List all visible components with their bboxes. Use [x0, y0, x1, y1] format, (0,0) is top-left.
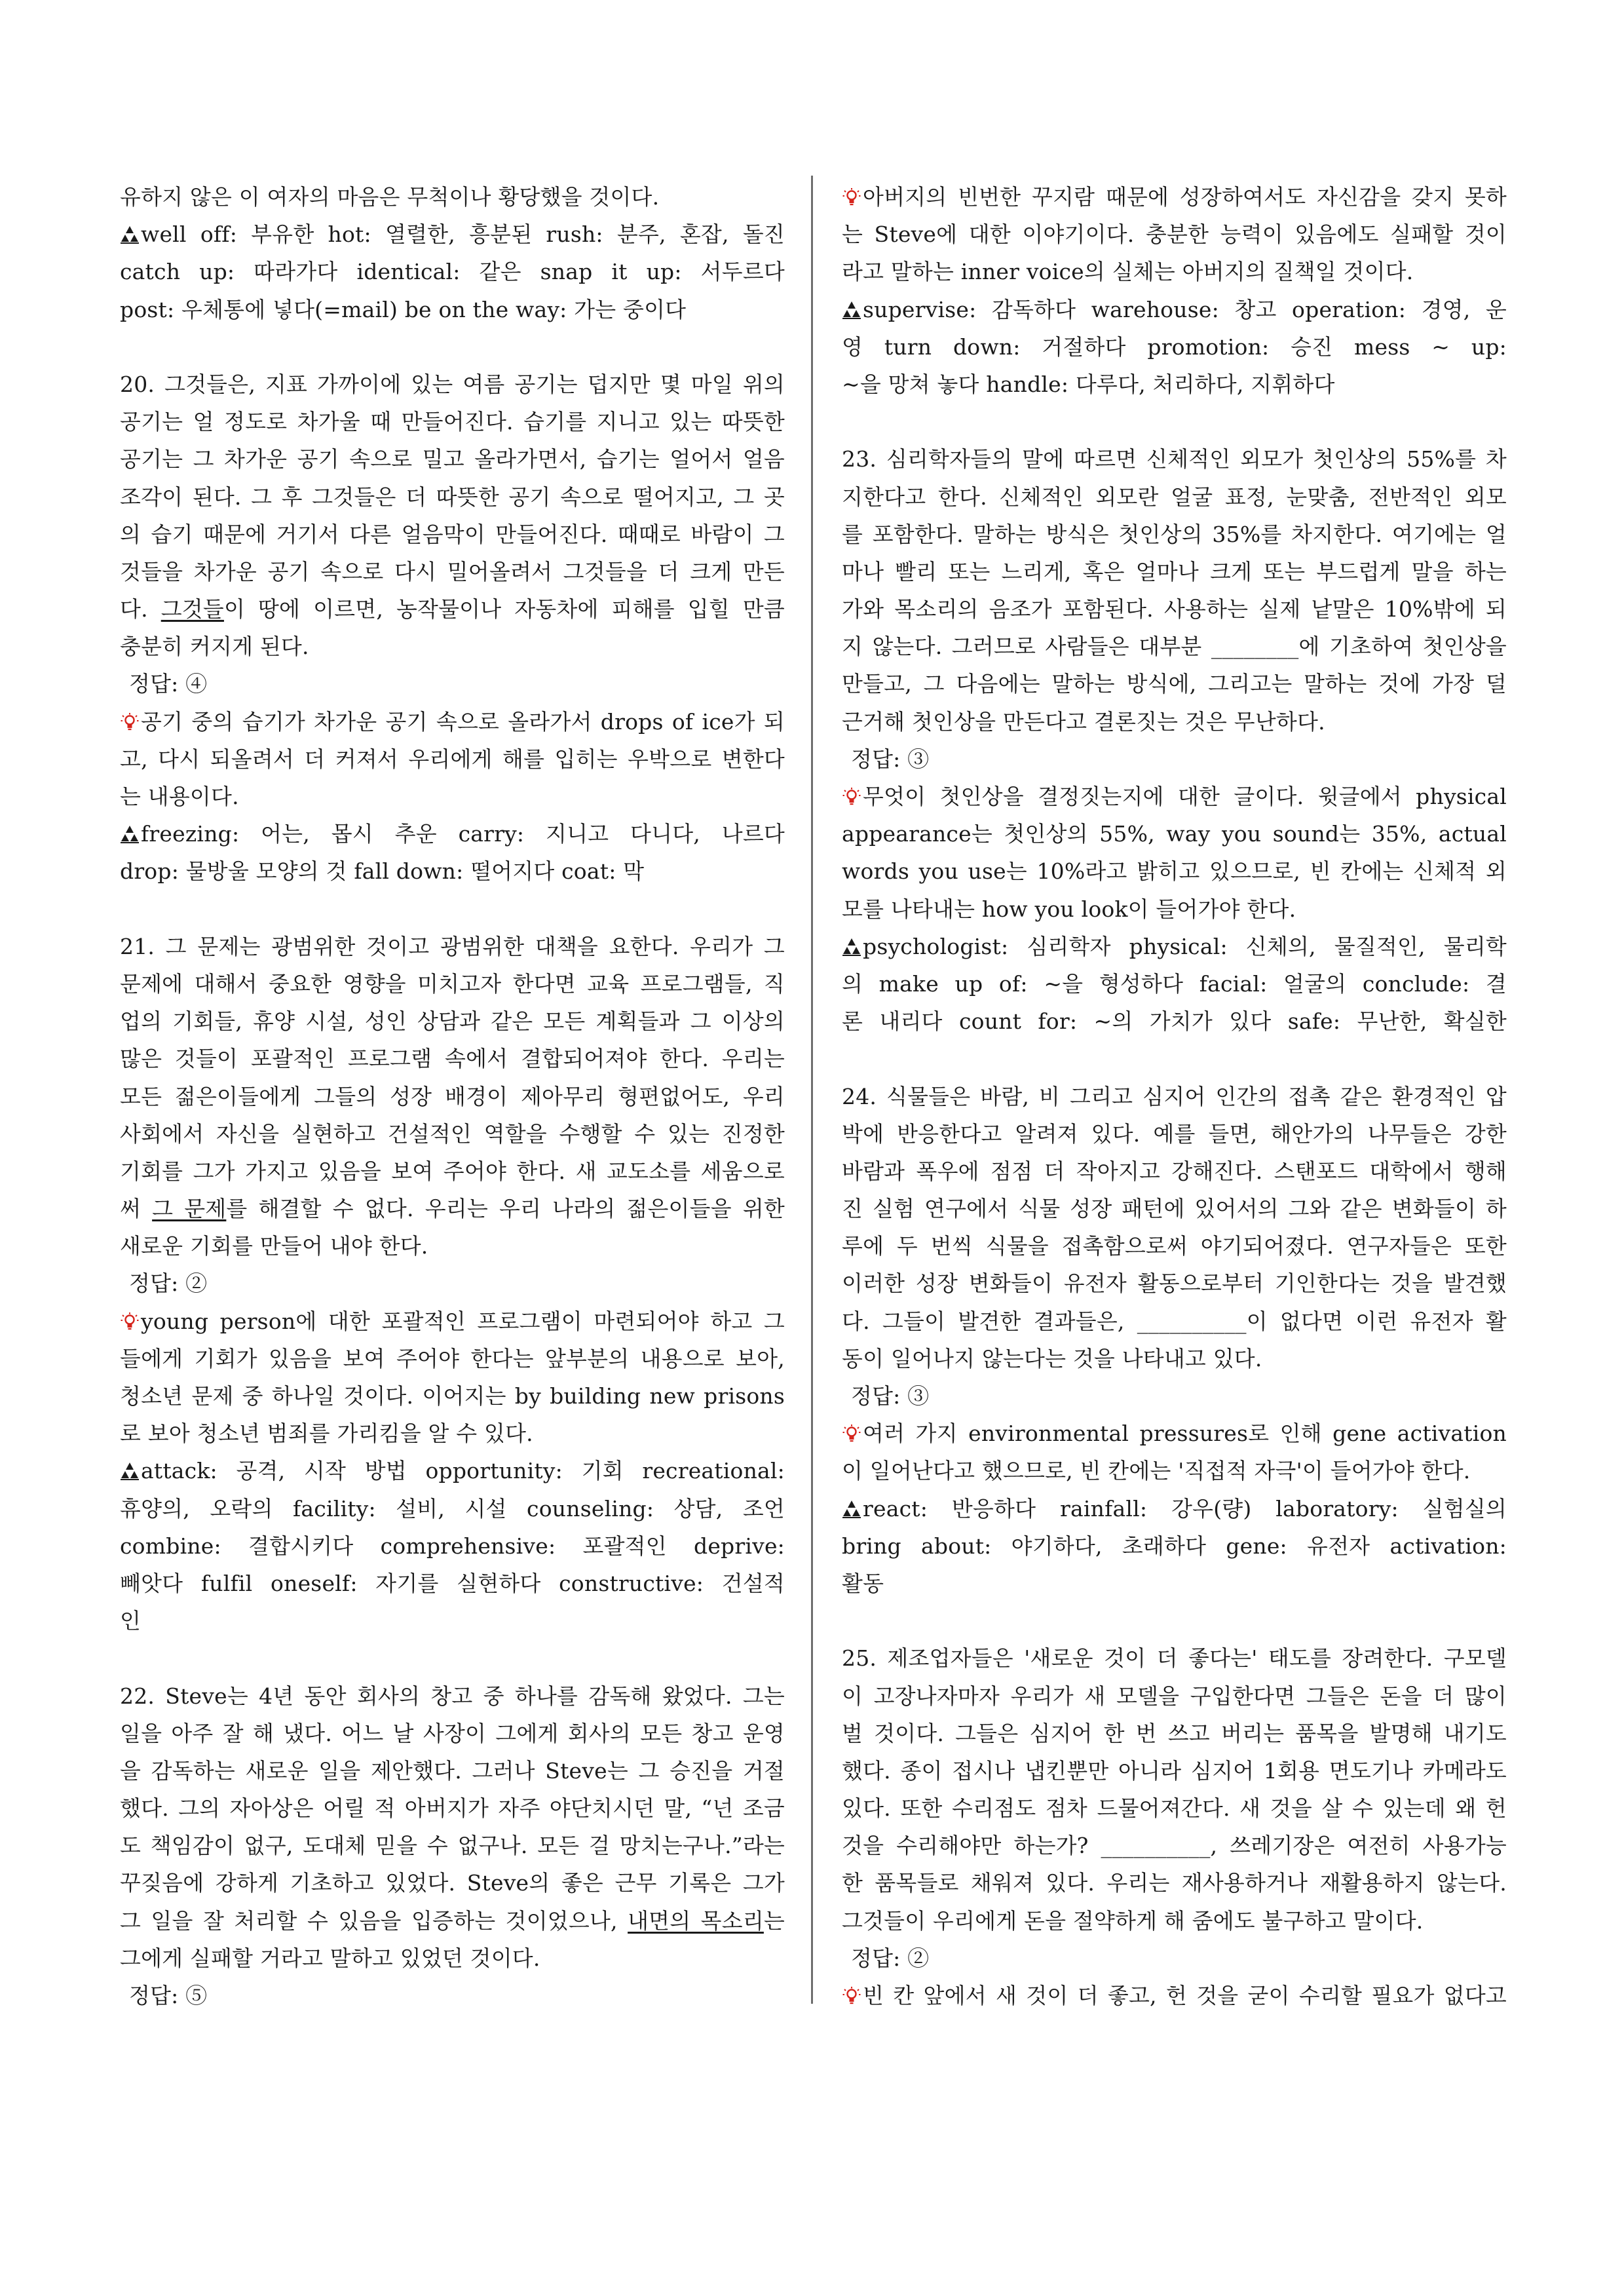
explanation-line: words you use는 10%라고 밝히고 있으므로, 빈 칸에는 신체적 외	[842, 858, 1507, 885]
question-21	[120, 928, 785, 1640]
passage-line: 도 책임감이 없구, 도대체 믿을 수 없구나. 모든 걸 망치는구나.”라는	[120, 1833, 785, 1859]
passage-line: 진 실험 연구에서 식물 성장 패턴에 있어서의 그와 같은 변화들이 하	[842, 1196, 1507, 1222]
lightbulb-icon	[842, 787, 861, 807]
passage-line: 지한다고 한다. 신체적인 외모란 얼굴 표정, 눈맞춤, 전반적인 외모	[842, 484, 1507, 510]
underlined-target: 그 문제	[152, 1196, 227, 1222]
vocab-line: react: 반응하다 rainfall: 강우(량) laboratory: 실험실의	[842, 1490, 1507, 1527]
vocab-line: 론 내리다 count for: ~의 가치가 있다 safe: 무난한, 확실한	[842, 1008, 1507, 1035]
passage-line: 기회를 그가 가지고 있음을 보여 주어야 한다. 새 교도소를 세움으로	[120, 1158, 785, 1184]
passage-line: 것들을 차가운 공기 속으로 다시 밀어올려서 그것들을 더 크게 만든	[120, 558, 785, 584]
passage-line: 을 감독하는 새로운 일을 제안했다. 그러나 Steve는 그 승진을 거절	[120, 1757, 785, 1784]
passage-line: 24. 식물들은 바람, 비 그리고 심지어 인간의 접촉 같은 환경적인 압	[842, 1083, 1507, 1109]
explanation-line: 라고 말하는 inner voice의 실체는 아버지의 질책일 것이다.	[842, 259, 1414, 285]
passage-line: 23. 심리학자들의 말에 따르면 신체적인 외모가 첫인상의 55%를 차	[842, 446, 1507, 472]
passage-line: 그에게 실패할 거라고 말하고 있었던 것이다.	[120, 1945, 540, 1971]
passage-line: 바람과 폭우에 점점 더 작아지고 강해진다. 스탠포드 대학에서 행해	[842, 1158, 1507, 1184]
vocab-line: 인	[120, 1608, 142, 1634]
passage-line: 있다. 또한 수리점도 점차 드물어져간다. 새 것을 살 수 있는데 왜 헌	[842, 1795, 1507, 1822]
passage-line: 를 포함한다. 말하는 방식은 첫인상의 35%를 차지한다. 여기에는 얼	[842, 521, 1507, 547]
answer-line: 정답: ③	[851, 746, 930, 772]
vocab-line: post: 우체통에 넣다(=mail) be on the way: 가는 중이다	[120, 296, 687, 322]
q19-continuation	[120, 178, 785, 328]
question-24	[842, 1078, 1507, 1603]
passage-line: 20. 그것들은, 지표 가까이에 있는 여름 공기는 덥지만 몇 마일 위의	[120, 371, 785, 397]
stacked-triangles-icon	[120, 824, 140, 844]
question-20	[120, 366, 785, 890]
explanation-line: 들에게 기회가 있음을 보여 주어야 한다는 앞부분의 내용으로 보아,	[120, 1345, 785, 1371]
vocab-line: drop: 물방울 모양의 것 fall down: 떨어지다 coat: 막	[120, 858, 645, 885]
passage-line: 가와 목소리의 음조가 포함된다. 사용하는 실제 낱말은 10%밖에 되	[842, 596, 1507, 622]
passage-line: 했다. 그의 자아상은 어릴 적 아버지가 자주 야단치시던 말, “넌 조금	[120, 1795, 785, 1822]
column-divider	[811, 176, 813, 2004]
passage-line: 써 그 문제를 해결할 수 없다. 우리는 우리 나라의 젊은이들을 위한	[120, 1196, 785, 1222]
right-column	[842, 178, 1507, 2014]
passage-line: 사회에서 자신을 실현하고 건설적인 역할을 수행할 수 있는 진정한	[120, 1120, 785, 1147]
passage-line: 만들고, 그 다음에는 말하는 방식에, 그리고는 말하는 것에 가장 덜	[842, 671, 1507, 697]
vocab-line: 의 make up of: ~을 형성하다 facial: 얼굴의 conclude: 결	[842, 970, 1507, 997]
passage-line: 지 않는다. 그러므로 사람들은 대부분 ________에 기초하여 첫인상을	[842, 634, 1507, 660]
vocab-line: ~을 망쳐 놓다 handle: 다루다, 처리하다, 지휘하다	[842, 371, 1335, 397]
explanation-line: appearance는 첫인상의 55%, way you sound는 35%, actual	[842, 821, 1507, 847]
answer-line: 정답: ④	[129, 671, 208, 697]
vocab-line: attack: 공격, 시작 방법 opportunity: 기회 recreational:	[120, 1452, 785, 1489]
vocab-line: 활동	[842, 1570, 884, 1596]
passage-line: 이러한 성장 변화들이 유전자 활동으로부터 기인한다는 것을 발견했	[842, 1271, 1507, 1297]
passage-line: 공기는 그 차가운 공기 속으로 밀고 올라가면서, 습기는 얼어서 얼음	[120, 446, 785, 472]
passage-line: 그것들이 우리에게 돈을 절약하게 해 줌에도 불구하고 말이다.	[842, 1907, 1424, 1934]
explanation-line: 모를 나타내는 how you look이 들어가야 한다.	[842, 896, 1296, 922]
vocab-line: bring about: 야기하다, 초래하다 gene: 유전자 activation:	[842, 1533, 1507, 1559]
vocab-line: psychologist: 심리학자 physical: 신체의, 물질적인, 물리학	[842, 928, 1507, 965]
passage-line: 그 일을 잘 처리할 수 있음을 입증하는 것이었으나, 내면의 목소리는	[120, 1907, 785, 1934]
left-column	[120, 178, 785, 2014]
passage-line: 의 습기 때문에 거기서 다른 얼음막이 만들어진다. 때때로 바람이 그	[120, 521, 785, 547]
passage-line: 21. 그 문제는 광범위한 것이고 광범위한 대책을 요한다. 우리가 그	[120, 933, 785, 959]
stacked-triangles-icon	[120, 225, 140, 244]
vocab-line: well off: 부유한 hot: 열렬한, 흥분된 rush: 분주, 혼잡, 돌진	[120, 216, 785, 253]
explanation-line: 공기 중의 습기가 차가운 공기 속으로 올라가서 drops of ice가 되	[120, 703, 785, 740]
vocab-line: 영 turn down: 거절하다 promotion: 승진 mess ~ up:	[842, 334, 1507, 360]
stacked-triangles-icon	[120, 1461, 140, 1481]
passage-line: 25. 제조업자들은 '새로운 것이 더 좋다는' 태도를 장려한다. 구모델	[842, 1645, 1507, 1672]
passage-line: 충분히 커지게 된다.	[120, 634, 309, 660]
passage-line: 많은 것들이 포괄적인 프로그램 속에서 결합되어져야 한다. 우리는	[120, 1046, 785, 1072]
vocab-line: 휴양의, 오락의 facility: 설비, 시설 counseling: 상담, 조언	[120, 1495, 785, 1521]
explanation-line: 로 보아 청소년 범죄를 가리킴을 알 수 있다.	[120, 1421, 533, 1447]
passage-line: 루에 두 번씩 식물을 접촉함으로써 야기되어졌다. 연구자들은 또한	[842, 1233, 1507, 1259]
passage-line: 유하지 않은 이 여자의 마음은 무척이나 황당했을 것이다.	[120, 184, 660, 210]
lightbulb-icon	[842, 1986, 861, 2006]
explanation-line: 청소년 문제 중 하나일 것이다. 이어지는 by building new prisons	[120, 1383, 785, 1409]
passage-line: 다. 그들이 발견한 결과들은, __________이 없다면 이런 유전자 활	[842, 1308, 1507, 1334]
question-22	[120, 1677, 785, 2015]
passage-line: 새로운 기회를 만들어 내야 한다.	[120, 1233, 428, 1259]
answer-line: 정답: ③	[851, 1383, 930, 1409]
vocab-line: catch up: 따라가다 identical: 같은 snap it up: 서두르다	[120, 259, 785, 285]
lightbulb-icon	[120, 1312, 140, 1331]
passage-line: 모든 젊은이들에게 그들의 성장 배경이 제아무리 형편없어도, 우리	[120, 1083, 785, 1109]
passage-line: 했다. 종이 접시나 냅킨뿐만 아니라 심지어 1회용 면도기나 카메라도	[842, 1757, 1507, 1784]
q22-continuation	[842, 178, 1507, 403]
stacked-triangles-icon	[842, 937, 861, 957]
vocab-line: combine: 결합시키다 comprehensive: 포괄적인 deprive:	[120, 1533, 785, 1559]
explanation-line: 아버지의 빈번한 꾸지람 때문에 성장하여서도 자신감을 갖지 못하	[842, 178, 1507, 216]
explanation-line: 고, 다시 되올려서 더 커져서 우리에게 해를 입히는 우박으로 변한다	[120, 746, 785, 772]
underlined-target: 그것들	[161, 596, 224, 622]
explanation-line: 이 일어난다고 했으므로, 빈 칸에는 '직접적 자극'이 들어가야 한다.	[842, 1458, 1471, 1484]
lightbulb-icon	[842, 1424, 861, 1444]
passage-line: 벌 것이다. 그들은 심지어 한 번 쓰고 버리는 품목을 발명해 내기도	[842, 1720, 1507, 1746]
explanation-line: 무엇이 첫인상을 결정짓는지에 대한 글이다. 윗글에서 physical	[842, 778, 1507, 815]
underlined-target: 내면의 목소리	[628, 1907, 764, 1934]
vocab-line: 빼앗다 fulfil oneself: 자기를 실현하다 constructive: 건설적	[120, 1570, 785, 1596]
explanation-line: young person에 대한 포괄적인 프로그램이 마련되어야 하고 그	[120, 1303, 785, 1340]
passage-line: 업의 기회들, 휴양 시설, 성인 상담과 같은 모든 계획들과 그 이상의	[120, 1008, 785, 1035]
passage-line: 문제에 대해서 중요한 영향을 미치고자 한다면 교육 프로그램들, 직	[120, 970, 785, 997]
passage-line: 마나 빨리 또는 느리게, 혹은 얼마나 크게 또는 부드럽게 말을 하는	[842, 558, 1507, 584]
passage-line: 동이 일어나지 않는다는 것을 나타내고 있다.	[842, 1345, 1262, 1371]
explanation-line: 여러 가지 environmental pressures로 인해 gene activation	[842, 1415, 1507, 1452]
vocab-line: supervise: 감독하다 warehouse: 창고 operation: 경영, 운	[842, 291, 1507, 328]
question-25	[842, 1639, 1507, 2014]
lightbulb-icon	[842, 187, 861, 207]
passage-line: 공기는 얼 정도로 차가울 때 만들어진다. 습기를 지니고 있는 따뜻한	[120, 409, 785, 435]
answer-line: 정답: ⑤	[129, 1983, 208, 2008]
passage-line: 것을 수리해야만 하는가? __________, 쓰레기장은 여전히 사용가능	[842, 1833, 1507, 1859]
passage-line: 꾸짖음에 강하게 기초하고 있었다. Steve의 좋은 근무 기록은 그가	[120, 1870, 785, 1896]
explanation-line: 는 Steve에 대한 이야기이다. 충분한 능력이 있음에도 실패할 것이	[842, 221, 1507, 248]
lightbulb-icon	[120, 712, 140, 732]
passage-line: 22. Steve는 4년 동안 회사의 창고 중 하나를 감독해 왔었다. 그는	[120, 1683, 785, 1709]
passage-line: 근거해 첫인상을 만든다고 결론짓는 것은 무난하다.	[842, 708, 1325, 735]
vocab-line: freezing: 어는, 몹시 추운 carry: 지니고 다니다, 나르다	[120, 815, 785, 852]
passage-line: 조각이 된다. 그 후 그것들은 더 따뜻한 공기 속으로 떨어지고, 그 곳	[120, 484, 785, 510]
answer-line: 정답: ②	[851, 1945, 930, 1971]
stacked-triangles-icon	[842, 1499, 861, 1519]
stacked-triangles-icon	[842, 300, 861, 320]
passage-line: 일을 아주 잘 해 냈다. 어느 날 사장이 그에게 회사의 모든 창고 운영	[120, 1720, 785, 1746]
answer-line: 정답: ②	[129, 1271, 208, 1297]
explanation-line: 는 내용이다.	[120, 784, 239, 809]
question-23	[842, 440, 1507, 1040]
passage-line: 다. 그것들이 땅에 이르면, 농작물이나 자동차에 피해를 입힐 만큼	[120, 596, 785, 622]
passage-line: 이 고장나자마자 우리가 새 모델을 구입한다면 그들은 돈을 더 많이	[842, 1683, 1507, 1709]
passage-line: 한 품목들로 채워져 있다. 우리는 재사용하거나 재활용하지 않는다.	[842, 1870, 1507, 1896]
explanation-line: 빈 칸 앞에서 새 것이 더 좋고, 헌 것을 굳이 수리할 필요가 없다고	[842, 1977, 1507, 2014]
passage-line: 박에 반응한다고 알려져 있다. 예를 들면, 해안가의 나무들은 강한	[842, 1120, 1507, 1147]
